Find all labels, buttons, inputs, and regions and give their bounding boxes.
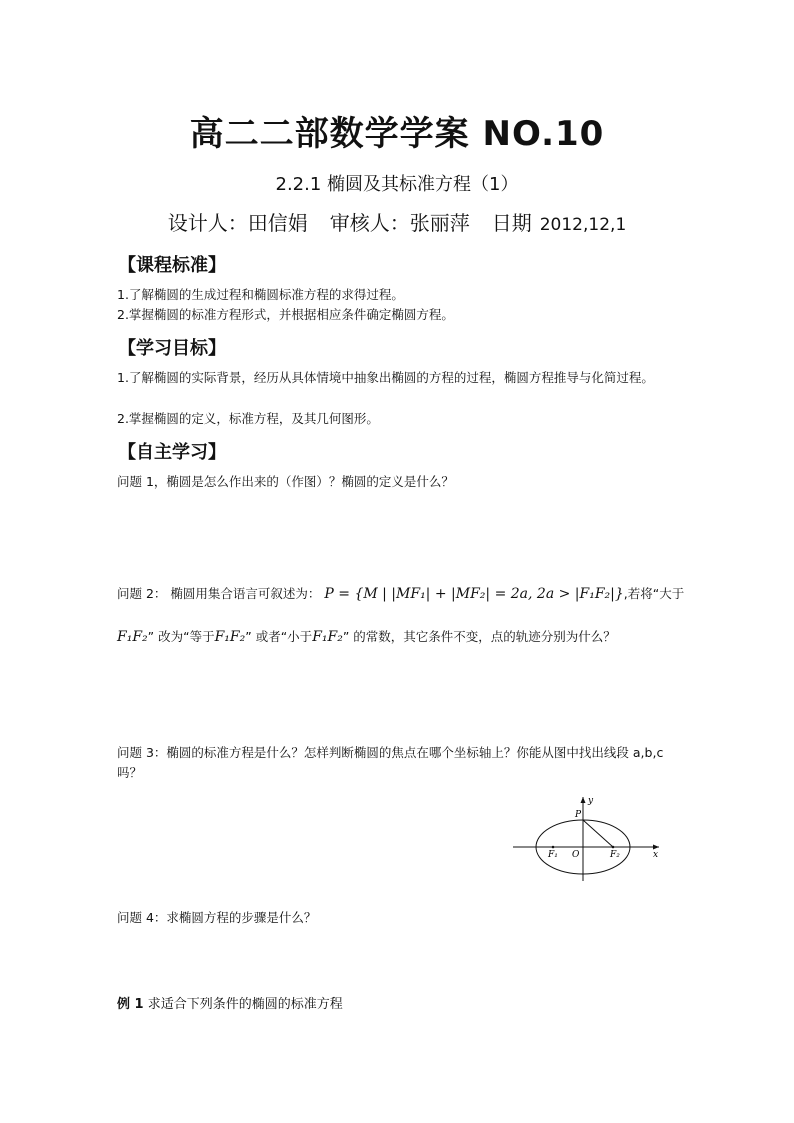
course-standard-item-1: 1.了解椭圆的生成过程和椭圆标准方程的求得过程。 xyxy=(117,287,404,302)
focus-f1-point xyxy=(552,846,555,849)
focus-f1-label: F₁ xyxy=(548,850,558,860)
learning-goal-item-2: 2.掌握椭圆的定义，标准方程，及其几何图形。 xyxy=(117,411,379,426)
question-3: 问题 3：椭圆的标准方程是什么？怎样判断椭圆的焦点在哪个坐标轴上？你能从图中找出线段 a,b,c 吗？ xyxy=(117,745,664,780)
f1f2-term: F₁F₂ xyxy=(117,629,148,645)
question-4: 问题 4：求椭圆方程的步骤是什么？ xyxy=(117,910,317,925)
date-label: 日期 xyxy=(491,211,532,235)
page-title: 高二二部数学学案 NO.10 xyxy=(189,114,605,154)
section-heading-course-standard: 【课程标准】 xyxy=(118,255,226,276)
y-axis-arrow xyxy=(581,797,586,803)
origin-label: O xyxy=(572,850,580,860)
question-2-part-c: ” 的常数，其它条件不变，点的轨迹分别为什么？ xyxy=(342,629,616,644)
focus-f2-point xyxy=(612,846,615,849)
point-p-label: P xyxy=(575,810,582,820)
designer: 设计人：田信娟 xyxy=(167,211,308,235)
example-text: 求适合下列条件的椭圆的标准方程 xyxy=(147,997,343,1012)
reviewer: 审核人：张丽萍 xyxy=(329,211,470,235)
ellipse-figure xyxy=(513,793,663,888)
x-axis-arrow xyxy=(653,845,659,850)
question-2-part-b: ” 或者“小于 xyxy=(245,629,313,644)
course-standard-item-2: 2.掌握椭圆的标准方程形式，并根据相应条件确定椭圆方程。 xyxy=(117,307,454,322)
question-1: 问题 1，椭圆是怎么作出来的（作图）？椭圆的定义是什么？ xyxy=(117,474,454,489)
set-formula: P = {M | |MF₁| + |MF₂| = 2a, 2a > |F₁F₂|} xyxy=(324,586,624,602)
section-heading-learning-goals: 【学习目标】 xyxy=(118,338,226,359)
section-heading-self-study: 【自主学习】 xyxy=(118,442,226,463)
question-2-suffix: ,若将“大于 xyxy=(623,586,685,601)
question-2-part-a: ” 改为“等于 xyxy=(147,629,215,644)
date-value: 2012,12,1 xyxy=(539,215,627,235)
author-line xyxy=(0,207,794,236)
example-label: 例 1 xyxy=(117,997,144,1012)
question-2-line-1 xyxy=(117,584,684,604)
learning-goal-item-1: 1.了解椭圆的实际背景，经历从具体情境中抽象出椭圆的方程的过程，椭圆方程推导与化简过程。 xyxy=(117,370,654,385)
focus-f2-label: F₂ xyxy=(610,850,620,860)
x-axis-label: x xyxy=(653,850,659,860)
y-axis-label: y xyxy=(588,796,594,806)
f1f2-term: F₁F₂ xyxy=(214,629,246,645)
question-2-line-2 xyxy=(117,627,616,647)
f1f2-term: F₁F₂ xyxy=(312,629,343,645)
lesson-subtitle: 2.2.1 椭圆及其标准方程（1） xyxy=(275,174,519,195)
example-1 xyxy=(117,993,343,1012)
question-2-prefix: 问题 2： 椭圆用集合语言可叙述为： xyxy=(117,586,321,601)
